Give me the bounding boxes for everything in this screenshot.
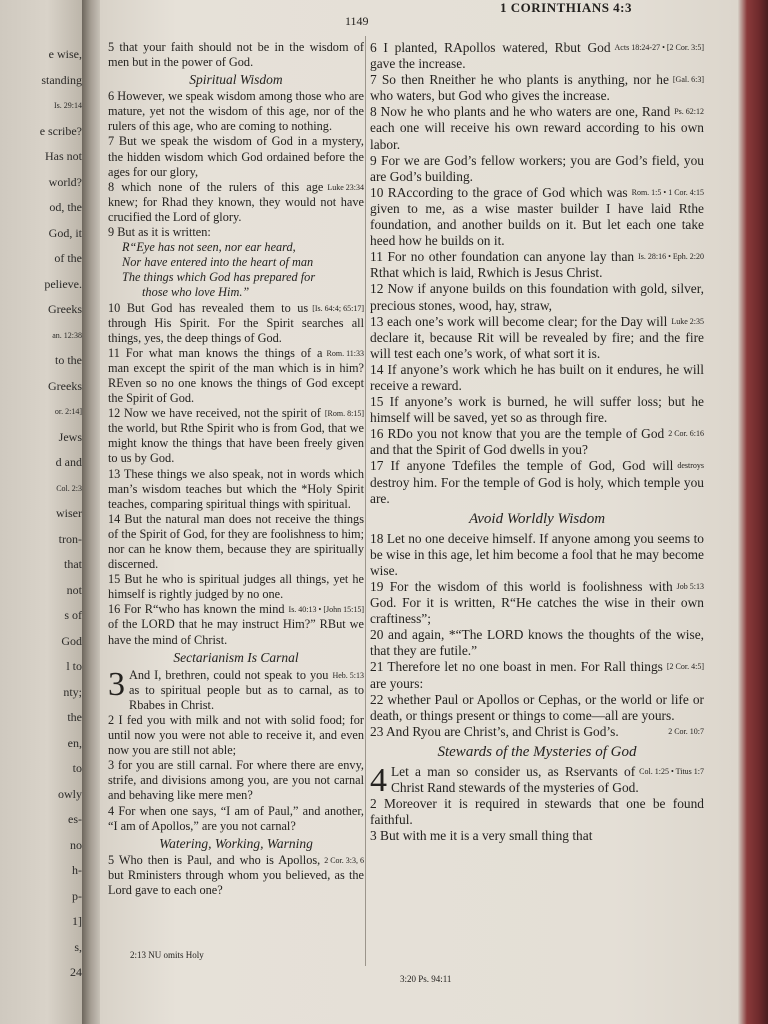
cross-reference: Luke 2:35 [671,316,704,326]
verse-text: 16 RDo you not know that you are the temple of God and that the Spirit of God dwells in you? [370,426,665,458]
verse [108,240,364,313]
left-page-text-fragment: Has not [45,149,82,163]
quote-line: The things which God has prepared for [122,270,316,285]
cross-reference: Luke 23:34 [327,182,364,192]
verse-text: 6 I planted, RApollos watered, Rbut God gave the increase. [370,40,611,72]
verse-text: 11 For what man knows the things of a man except the spirit of the man which is in him? REven so no one knows the things of God except the Spirit of God. [108,345,364,406]
verse [370,104,704,152]
cross-reference: Rom. 11:33 [326,348,364,358]
cross-reference: 2 Cor. 10:7 [668,726,704,736]
verse [370,796,704,828]
verse-text: 15 But he who is spiritual judges all things, yet he himself is rightly judged by no one. [108,572,364,602]
verse [370,394,704,426]
left-page-text-fragment: to the [55,353,82,367]
verse-text: 5 that your faith should not be in the wisdom of men but in the power of God. [108,40,364,70]
verse [370,153,704,185]
section-heading: Watering, Working, Warning [159,835,313,851]
cross-reference: [2 Cor. 4:5] [666,662,704,672]
left-page-text-fragment: God [61,633,82,648]
page-number: 1149 [345,14,369,28]
left-page-text-fragment: God, it [48,225,82,240]
chapter-opening-verse [108,665,364,713]
verse [108,572,364,602]
left-page-text-fragment: Col. 2:3 [56,483,82,493]
cross-reference: Heb. 5:13 [332,670,364,680]
verse-text: Let a man so consider us, as Rservants of Christ Rand stewards of the mysteries of God. [391,763,639,796]
verse [108,134,364,179]
left-page-text-fragment: the [67,710,82,724]
verse-text: 22 whether Paul or Apollos or Cephas, or the world or life or death, or things present or things to come—all are yours. [370,691,704,723]
section-heading: Avoid Worldly Wisdom [468,510,606,527]
verse [370,579,704,627]
verse [108,512,364,572]
left-page-text-fragment: pelieve. [44,276,82,291]
verse [108,758,364,803]
verse-text: 7 So then Rneither he who plants is anything, nor he who waters, but God who gives the increase. [370,72,669,104]
left-page-text-fragment: s of [64,608,82,622]
left-page-text-fragment: Greeks [48,302,82,316]
bible-page [100,0,740,1024]
book-cover-edge [738,0,768,1024]
cross-reference: Acts 18:24-27 • [2 Cor. 3:5] [614,43,704,52]
verse [370,185,704,249]
verse-text: 14 But the natural man does not receive the things of the Spirit of God, for they are foolishness to him; nor can he know them, because they are spiritually discerned. [108,511,364,572]
left-page-text-fragment: 24 [70,965,82,979]
verse [370,627,704,659]
left-page-text-fragment: that [64,557,82,571]
verse-text: 7 But we speak the wisdom of God in a mystery, the hidden wisdom which God ordained before the ages for our glory, [108,134,364,179]
verse-text: 8 Now he who plants and he who waters are one, Rand each one will receive his own reward according to his own labor. [370,104,704,152]
left-facing-page [0,0,86,1024]
left-page-text-fragment: d and [55,455,82,469]
bottom-cross-reference: 3:20 Ps. 94:11 [400,974,452,984]
verse-text: 2 I fed you with milk and not with solid food; for until now you were not able to receive it, and even now you are still not able; [108,712,364,758]
left-page-text-fragment: an. 12:38 [52,330,82,340]
cross-reference: destroys [677,461,704,471]
verse [370,458,704,506]
verse [108,40,364,70]
verse [370,314,704,362]
left-page-text-fragment: no [70,837,82,852]
verse-text: And I, brethren, could not speak to you as to spiritual people but as to carnal, as to Rbabes in Christ. [129,667,364,712]
left-page-text-fragment: wiser [56,506,82,520]
verse [108,713,364,758]
verse-text: 18 Let no one deceive himself. If anyone among you seems to be wise in this age, let him become a fool that he may become wise. [370,530,704,578]
verse [108,853,364,898]
quote-line: Nor have entered into the heart of man [122,255,314,270]
verse-text: 3 But with me it is a very small thing that [370,828,593,844]
verse-text: 3 for you are still carnal. For where there are envy, strife, and divisions among you, are you not carnal and behaving like mere men? [108,758,364,803]
verse-text: 19 For the wisdom of this world is foolishness with God. For it is written, R“He catches the wise in their own craftiness”; [370,579,704,627]
left-page-text-fragment: of the [54,251,82,265]
verse [108,406,364,466]
verse [108,804,364,834]
verse-text: 4 For when one says, “I am of Paul,” and another, “I am of Apollos,” are you not carnal? [108,803,364,833]
left-page-text-fragment: od, the [49,200,82,214]
cross-reference: [Rom. 8:15] [324,409,364,419]
verse-text: 21 Therefore let no one boast in men. For Rall things are yours: [370,659,663,691]
verse [370,724,704,740]
chapter-number: 3 [108,665,125,703]
cross-reference: Rom. 1:5 • 1 Cor. 4:15 [631,187,704,197]
verse [370,659,704,691]
left-page-text-fragment: standing [41,72,82,87]
section-heading: Stewards of the Mysteries of God [437,743,637,760]
verse-text: 13 These things we also speak, not in words which man’s wisdom teaches but which the *Holy Spirit teaches, comparing spiritual things with spiritual. [108,466,364,511]
verse-text: 11 For no other foundation can anyone lay than Rthat which is laid, Rwhich is Jesus Christ. [370,249,635,281]
verse-text: 16 For R“who has known the mind of the LORD that he may instruct Him?” RBut we have the mind of Christ. [108,602,364,647]
cross-reference: Ps. 62:12 [674,107,704,117]
column-divider [365,36,366,966]
cross-reference: [Gal. 6:3] [672,75,704,85]
left-page-text-fragment: Greeks [48,378,82,393]
cross-reference: Col. 1:25 • Titus 1:7 [639,766,704,776]
cross-reference: 2 Cor. 3:3, 6 [324,855,364,865]
verse-text: 15 If anyone’s work is burned, he will suffer loss; but he himself will be saved, yet so as through fire. [370,394,704,426]
verse-text: 10 But God has revealed them to us through His Spirit. For the Spirit searches all things, yes, the deep things of God. [108,300,364,345]
verse [370,281,704,313]
cross-reference: Is. 40:13 • [John 15:15] [288,605,364,615]
verse [370,72,704,104]
cross-reference: 2 Cor. 6:16 [668,429,704,439]
verse [108,346,364,406]
verse [370,828,704,844]
verse-text: 12 Now if anyone builds on this foundation with gold, silver, precious stones, wood, hay, straw, [370,281,704,313]
left-page-text-fragment: p- [72,888,82,903]
left-page-text-fragment: tron- [58,531,82,546]
quote-line: R“Eye has not seen, nor ear heard, [122,240,296,255]
verse [108,467,364,512]
left-page-text-fragment: Jews [58,429,82,444]
verse-text: 20 and again, *“The LORD knows the thoughts of the wise, that they are futile.” [370,627,704,659]
verse-text: 8 which none of the rulers of this age knew; for Rhad they known, they would not have crucified the Lord of glory. [108,179,364,224]
cross-reference: [Is. 64:4; 65:17] [312,303,364,313]
verse [370,40,704,72]
verse [370,426,704,458]
section-heading: Spiritual Wisdom [189,72,283,88]
verse-text: 17 If anyone Tdefiles the temple of God, God will destroy him. For the temple of God is holy, which temple you are. [370,458,704,506]
left-page-text-fragment: to [72,761,82,775]
verse-text: 14 If anyone’s work which he has built on it endures, he will receive a reward. [370,361,704,393]
verse [108,225,364,240]
poetic-quote [108,240,364,300]
section-heading: Sectarianism Is Carnal [173,649,299,665]
left-page-text-fragment: world? [48,174,82,189]
verse-text: 12 Now we have received, not the spirit of the world, but Rthe Spirit who is from God, that we might know the things that have been freely given to us by God. [108,406,364,466]
left-page-text-fragment: nty; [63,684,82,699]
running-head: 1 CORINTHIANS 4:3 [500,0,633,15]
cross-reference: Job 5:13 [676,582,704,591]
left-page-text-fragment: h- [72,863,82,877]
footnote: 2:13 NU omits Holy [130,950,204,960]
verse [370,249,704,281]
left-page-text-fragment: e scribe? [39,123,82,138]
left-page-text-fragment: es- [68,812,82,826]
left-page-text-fragment: 1] [72,914,82,928]
left-column [108,40,364,898]
verse-text: 9 But as it is written: [108,225,211,240]
right-column [370,40,704,844]
chapter-opening-verse [370,761,704,799]
verse-text: 6 However, we speak wisdom among those who are mature, yet not the wisdom of this age, nor of the rulers of this age, who are coming to nothing. [108,89,364,134]
left-page-text-fragment: s, [74,939,82,954]
verse [370,692,704,724]
verse-text: 13 each one’s work will become clear; for the Day will declare it, because Rit will be revealed by fire; and the fire will test each one’s work, of what sort it is. [370,313,704,361]
verse-text: 5 Who then is Paul, and who is Apollos, but Rministers through whom you believed, as the Lord gave to each one? [108,852,364,897]
verse [108,180,364,225]
verse-text: 10 RAccording to the grace of God which was given to me, as a wise master builder I have laid Rthe foundation, and another builds on it. But let each one take heed how he builds on it. [370,184,704,249]
verse [108,89,364,134]
verse [370,362,704,394]
verse [108,602,364,647]
left-page-text-fragment: or. 2:14] [54,407,82,416]
left-page-text-fragment: en, [67,735,82,750]
left-page-text-fragment: e wise, [48,47,82,61]
verse-text: 23 And Ryou are Christ’s, and Christ is God’s. [370,723,619,739]
left-page-text-fragment: l to [66,659,82,673]
chapter-number: 4 [370,761,387,799]
left-page-text-fragment: Is. 29:14 [54,101,82,110]
verse-text: 9 For we are God’s fellow workers; you are God’s field, you are God’s building. [370,152,704,184]
verse-text: 2 Moreover it is required in stewards that one be found faithful. [370,796,704,828]
cross-reference: Is. 28:16 • Eph. 2:20 [638,252,704,262]
left-page-text-fragment: not [66,582,82,597]
verse [370,531,704,579]
left-page-text-fragment: owly [58,786,82,801]
quote-line: those who love Him.” [142,285,250,300]
